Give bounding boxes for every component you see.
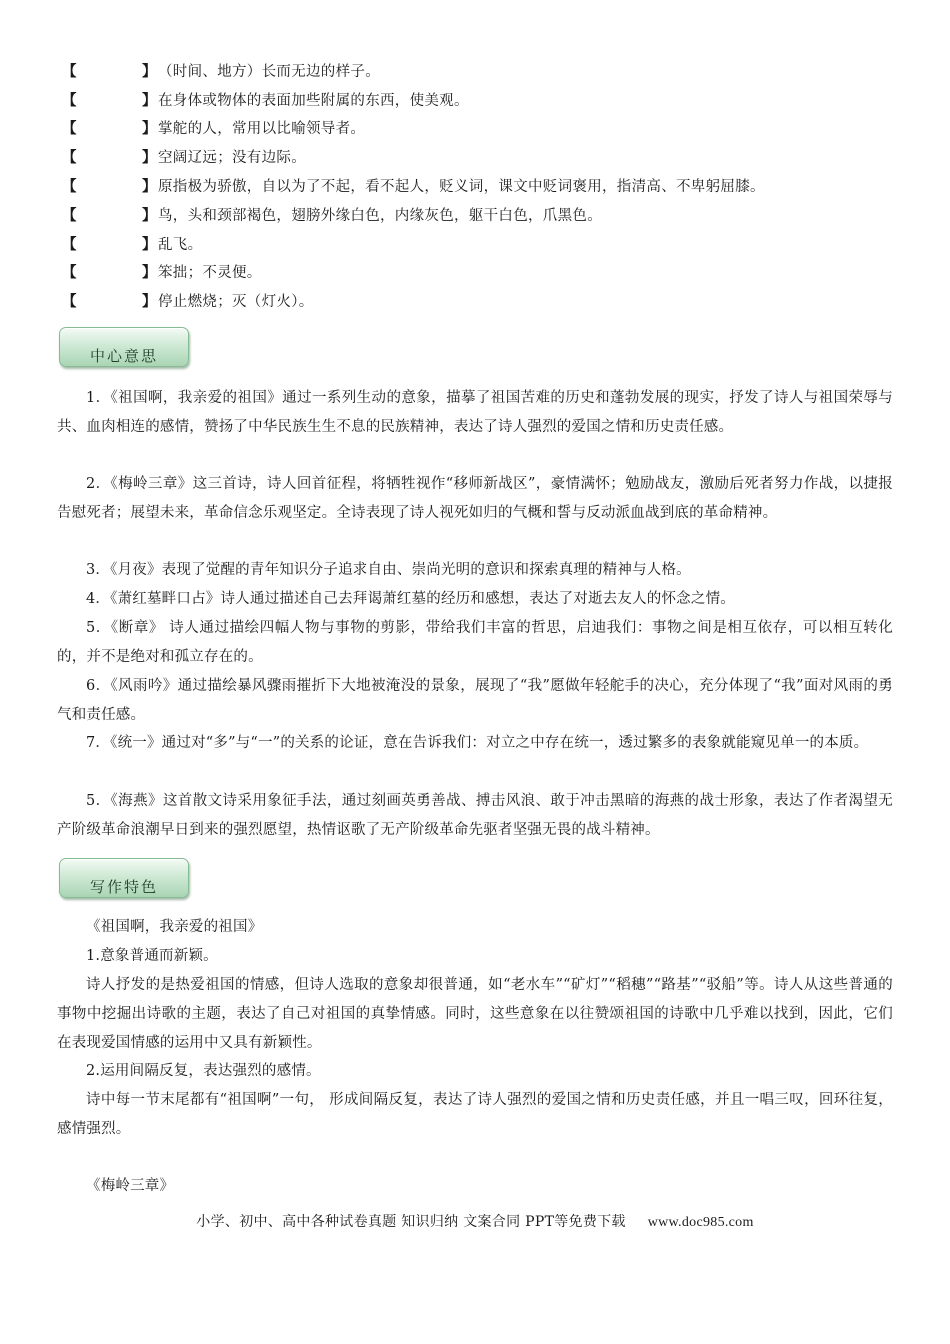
bracket-close: 】 — [142, 293, 157, 311]
central-idea-paragraph: 2．《梅岭三章》这三首诗，诗人回首征程，将牺牲视作“移师新战区”，豪情满怀；勉励战友，激励后死者努力作战，以捷报告慰死者；展望未来，革命信念乐观坚定。全诗表现了诗人视死如归的气概和誓与反动派血战到底的革命精神。 — [57, 476, 893, 521]
definition-row — [62, 200, 902, 229]
definition-row — [62, 85, 902, 114]
definition-row — [62, 258, 902, 287]
central-idea-paragraph: 6．《风雨吟》通过描绘暴风骤雨摧折下大地被淹没的景象，展现了“我”愿做年轻舵手的决心，充分体现了“我”面对风雨的勇气和责任感。 — [57, 678, 893, 723]
bracket-close: 】 — [142, 178, 157, 196]
central-idea-paragraph: 5．《断章》 诗人通过描绘四幅人物与事物的剪影，带给我们丰富的哲思，启迪我们：事物之间是相互依存，可以相互转化的，并不是绝对和孤立存在的。 — [57, 620, 893, 665]
central-idea-paragraph: 3．《月夜》表现了觉醒的青年知识分子追求自由、崇尚光明的意识和探索真理的精神与人格。 — [86, 562, 691, 578]
definition-list — [62, 56, 902, 315]
definition-row — [62, 142, 902, 171]
definition-text: 鸟，头和颈部褐色，翅膀外缘白色，内缘灰色，躯干白色，爪黑色。 — [158, 207, 602, 224]
central-idea-paragraph: 5．《海燕》这首散文诗采用象征手法，通过刻画英勇善战、搏击风浪、敢于冲击黑暗的海燕的战士形象，表达了作者渴望无产阶级革命浪潮早日到来的强烈愿望，热情讴歌了无产阶级革命先驱者坚强无畏的战斗精神。 — [57, 793, 893, 838]
footer-url[interactable]: www.doc985.com — [647, 1215, 754, 1230]
bracket-close: 】 — [142, 62, 157, 80]
definition-row — [62, 229, 902, 258]
section-heading-label: 中心意思 — [89, 346, 158, 365]
bracket-open: 【 — [62, 62, 77, 80]
central-idea-paragraph: 1．《祖国啊，我亲爱的祖国》通过一系列生动的意象，描摹了祖国苦难的历史和蓬勃发展的现实，抒发了诗人与祖国荣辱与共、血肉相连的感情，赞扬了中华民族生生不息的民族精神，表达了诗人强烈的爱国之情和历史责任感。 — [57, 390, 893, 435]
bracket-close: 】 — [142, 235, 157, 253]
definition-text: 笨拙；不灵便。 — [158, 265, 262, 282]
bracket-open: 【 — [62, 293, 77, 311]
bracket-open: 【 — [62, 235, 77, 253]
definition-text: 乱飞。 — [158, 236, 203, 253]
section-heading-writing-features — [59, 858, 189, 898]
definition-text: 原指极为骄傲，自以为了不起，看不起人，贬义词，课文中贬词褒用，指清高、不卑躬屈膝。 — [158, 179, 765, 196]
bracket-close: 】 — [142, 206, 157, 224]
definition-text: 停止燃烧；灭（灯火）。 — [158, 294, 314, 311]
definition-text: 在身体或物体的表面加些附属的东西，使美观。 — [158, 92, 469, 109]
bracket-open: 【 — [62, 120, 77, 138]
bracket-open: 【 — [62, 178, 77, 196]
bracket-close: 】 — [142, 149, 157, 167]
feature-point-text: 诗人抒发的是热爱祖国的情感，但诗人选取的意象却很普通，如“老水车”“矿灯”“稻穗”“路基”“驳船”等。诗人从这些普通的事物中挖掘出诗歌的主题，表达了自己对祖国的真挚情感。同时，这些意象在以往赞颂祖国的诗歌中几乎难以找到，因此，它们在表现爱国情感的运用中又具有新颖性。 — [57, 977, 893, 1051]
definition-text: 掌舵的人，常用以比喻领导者。 — [158, 121, 366, 138]
central-idea-paragraph: 4．《萧红墓畔口占》诗人通过描述自己去拜谒萧红墓的经历和感想，表达了对逝去友人的怀念之情。 — [86, 591, 735, 607]
definition-row — [62, 56, 902, 85]
definition-text: （时间、地方）长而无边的样子。 — [158, 63, 380, 80]
bracket-open: 【 — [62, 91, 77, 109]
bracket-close: 】 — [142, 120, 157, 138]
poem-title: 《祖国啊，我亲爱的祖国》 — [86, 919, 263, 935]
bracket-close: 】 — [142, 91, 157, 109]
definition-row — [62, 286, 902, 315]
page-footer — [0, 1211, 950, 1231]
central-idea-paragraph: 7．《统一》通过对“多”与“一”的关系的论证，意在告诉我们：对立之中存在统一，透过繁多的表象就能窥见单一的本质。 — [86, 735, 869, 751]
poem-title: 《梅岭三章》 — [86, 1178, 175, 1194]
section-heading-central-idea — [59, 327, 189, 367]
bracket-open: 【 — [62, 264, 77, 282]
section-heading-label: 写作特色 — [89, 877, 158, 896]
bracket-open: 【 — [62, 149, 77, 167]
definition-row — [62, 171, 902, 200]
feature-point-text: 诗中每一节末尾都有“祖国啊”一句， 形成间隔反复，表达了诗人强烈的爱国之情和历史责任感，并且一唱三叹，回环往复，感情强烈。 — [57, 1092, 893, 1137]
footer-text: 小学、初中、高中各种试卷真题 知识归纳 文案合同 PPT等免费下载 — [196, 1214, 626, 1230]
definition-text: 空阔辽远；没有边际。 — [158, 150, 306, 167]
definition-row — [62, 114, 902, 143]
bracket-close: 】 — [142, 264, 157, 282]
feature-point-heading: 2.运用间隔反复，表达强烈的感情。 — [86, 1063, 321, 1079]
bracket-open: 【 — [62, 206, 77, 224]
feature-point-heading: 1.意象普通而新颖。 — [86, 948, 218, 964]
